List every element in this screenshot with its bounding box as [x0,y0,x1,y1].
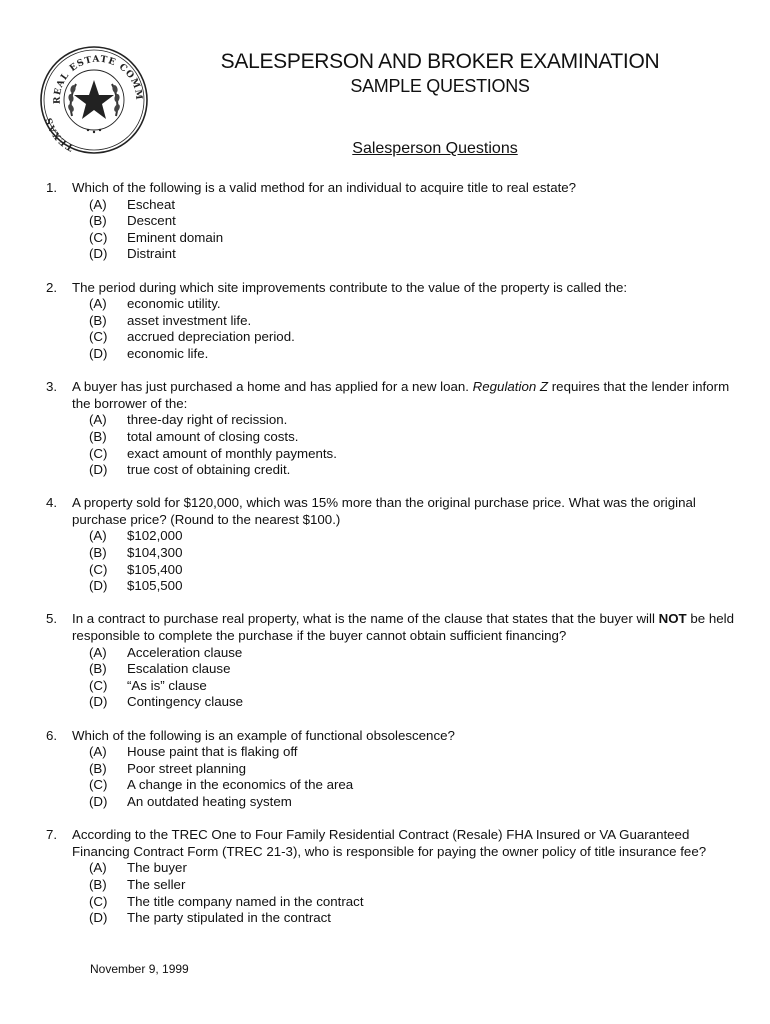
question-3 [46,379,736,479]
option-d: (D) Contingency clause [89,694,244,710]
option-c: (C) Eminent domain [89,229,224,245]
question-number: 4. [46,495,58,511]
question-4 [46,495,736,595]
option-d: (D) economic life. [89,345,209,361]
commission-seal [38,44,150,156]
option-c: (C) $105,400 [89,561,183,577]
question-number: 3. [46,379,58,395]
option-d: (D) true cost of obtaining credit. [89,462,291,478]
option-a: (A) economic utility. [89,296,221,312]
option-a: (A) $102,000 [89,528,183,544]
question-number: 6. [46,727,58,743]
question-number: 5. [46,611,58,627]
question-number: 7. [46,827,58,843]
option-b: (B) Escalation clause [89,661,231,677]
option-b: (B) Poor street planning [89,760,247,776]
option-a: (A) Acceleration clause [89,644,243,660]
option-a: (A) three-day right of recission. [89,412,288,428]
question-1 [46,180,736,263]
star-seal-icon [38,44,150,156]
question-text: Which of the following is an example of functional obsolescence? [72,727,455,743]
option-c: (C) accrued depreciation period. [89,329,295,345]
regulation-z: Regulation Z [472,379,549,395]
page-subtitle: SAMPLE QUESTIONS [350,76,530,96]
option-b: (B) Descent [89,213,176,229]
question-list [46,180,736,943]
page-title: SALESPERSON AND BROKER EXAMINATION [220,50,660,73]
option-b: (B) $104,300 [89,545,183,561]
option-c: (C) “As is” clause [89,677,207,693]
option-a: (A) The buyer [89,860,187,876]
option-d: (D) $105,500 [89,578,183,594]
option-b: (B) asset investment life. [89,312,252,328]
option-a: (A) House paint that is flaking off [89,744,298,760]
seal-text-top: REAL ESTATE COMM [52,54,144,105]
question-text: Which of the following is a valid method for an individual to acquire title to real estate? [72,180,577,195]
question-text: The period during which site improvements contribute to the value of the property is called the: [72,279,628,295]
option-d: (D) Distraint [89,246,176,262]
option-b: (B) The seller [89,876,186,892]
footer-date: November 9, 1999 [90,962,189,976]
seal-text-left: TEXAS [44,115,76,153]
question-text: A buyer has just purchased a home and has applied for a new loan. Regulation Z requires that the lender inform the borrower of the: [72,379,730,411]
question-number: 1. [46,180,58,195]
question-2 [46,280,736,363]
option-d: (D) The party stipulated in the contract [89,910,331,926]
emphasis-not: NOT [658,611,687,627]
question-7 [46,827,736,927]
question-5 [46,611,736,711]
option-b: (B) total amount of closing costs. [89,428,299,444]
option-c: (C) A change in the economics of the area [89,777,354,793]
option-c: (C) exact amount of monthly payments. [89,445,337,461]
option-d: (D) An outdated heating system [89,793,292,809]
question-number: 2. [46,279,58,295]
question-6 [46,728,736,811]
section-heading: Salesperson Questions [352,140,518,157]
question-text: According to the TREC One to Four Family Residential Contract (Resale) FHA Insured or VA Guaranteed Financing Contract Form (TREC 21-3), who is responsible for paying the owner policy of title insurance fee? [72,827,707,859]
question-text: In a contract to purchase real property, what is the name of the clause that states that the buyer will NOT be held responsible to complete the purchase if the buyer cannot obtain sufficient financing? [72,611,735,644]
question-text: A property sold for $120,000, which was 15% more than the original purchase price. What was the original purchase price? (Round to the nearest $100.) [72,495,696,527]
option-c: (C) The title company named in the contract [89,893,364,909]
option-a: (A) Escheat [89,196,176,212]
svg-text:TEXAS [44,116,75,153]
